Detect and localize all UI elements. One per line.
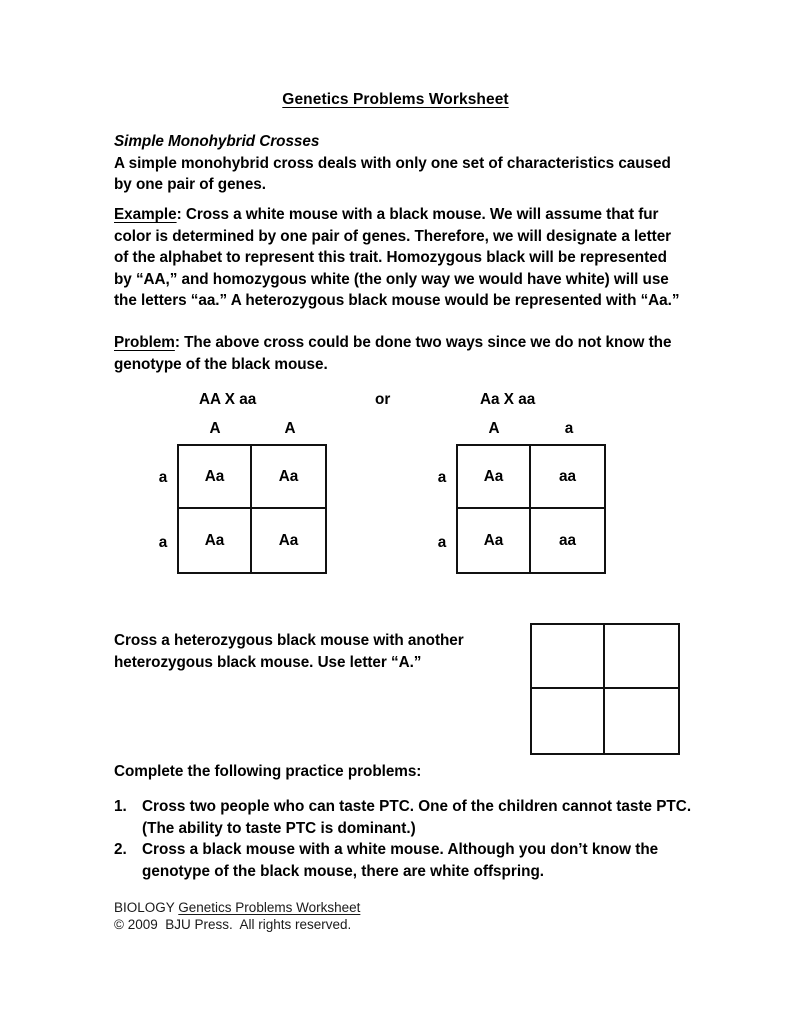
punnett-square-2-cell-r1c1[interactable]: Aa [458,446,531,509]
practice-heading: Complete the following practice problems: [114,763,422,780]
problem-label: Problem [114,334,175,351]
practice-problems-list [114,796,694,882]
footer-copyright: © 2009 BJU Press. All rights reserved. [114,917,352,932]
example-separator: : [176,206,186,223]
punnett-square-1-cell-r1c1[interactable]: Aa [179,446,252,509]
punnett-square-1-cell-r2c2[interactable]: Aa [278,531,299,549]
example-section [114,204,684,312]
punnett-square-1-row-label-1: a [158,469,168,486]
punnett-square-3-cell-r1c2[interactable] [605,625,678,689]
footer-worksheet-name: Genetics Problems Worksheet [178,900,361,915]
footer-source-line [114,899,360,916]
practice-item-2-number: 2. [114,841,127,858]
punnett-square-2-cross-title: Aa X aa [480,391,536,408]
practice-item-2-text: Cross a black mouse with a white mouse. Although you don’t know the genotype of the black mouse, there are white offspring. [142,841,659,880]
punnett-square-3-blank-grid [530,623,680,755]
list-item [114,796,694,839]
punnett-square-2-row-label-2: a [437,534,447,551]
example-body: Cross a white mouse with a black mouse. We will assume that fur color is determined by one pair of genes. Therefore, we will designate a letter of the alphabet to represent this trait. Homozygous black will be represented by “AA,” and homozygous white (the only way we would have white) will use the letters “aa.” A heterozygous black mouse would be represented with “Aa.” [114,206,680,309]
or-connector-label: or [375,391,391,408]
page-footer [114,899,360,933]
problem-section [114,332,684,375]
punnett-square-1-column-label-2: A [284,420,296,437]
punnett-square-3-cell-r2c1[interactable] [532,689,605,753]
punnett-square-2-row-label-1: a [437,469,447,486]
intro-subheading: Simple Monohybrid Crosses [114,133,320,150]
punnett-square-2-column-label-2: a [564,420,574,437]
example-label: Example [114,206,177,223]
punnett-square-3-cell-r2c2[interactable] [605,689,678,753]
footer-course-label: BIOLOGY [114,900,179,915]
practice-item-1-text: Cross two people who can taste PTC. One of the children cannot taste PTC. (The ability to taste PTC is dominant.) [142,798,692,837]
punnett-square-1-column-label-1: A [209,420,221,437]
punnett-square-2-column-label-1: A [488,420,500,437]
page-title [0,91,791,109]
punnett-square-1-grid [177,444,327,574]
punnett-square-2-cell-r1c2[interactable]: aa [531,446,604,509]
punnett-square-3-cell-r1c1[interactable] [532,625,605,689]
problem-separator: : [174,334,185,351]
cross-exercise-prompt: Cross a heterozygous black mouse with another heterozygous black mouse. Use letter “A.” [114,632,464,671]
punnett-square-1-row-label-2: a [158,534,168,551]
punnett-square-1-cell-r1c2[interactable]: Aa [252,446,325,509]
practice-item-1-number: 1. [114,798,127,815]
punnett-square-1-cross-title: AA X aa [199,391,257,408]
problem-body: The above cross could be done two ways since we do not know the genotype of the black mouse. [114,334,672,373]
list-item [114,839,694,882]
punnett-square-2-cell-r2c1[interactable]: Aa [458,509,531,572]
intro-body: A simple monohybrid cross deals with only one set of characteristics caused by one pair of genes. [114,154,671,193]
punnett-square-2-grid [456,444,606,574]
punnett-square-1-cell-r2c1[interactable]: Aa [179,509,252,572]
punnett-square-2-cell-r2c2[interactable]: aa [558,531,576,549]
page-title-text: Genetics Problems Worksheet [282,91,509,108]
intro-section [114,131,684,196]
